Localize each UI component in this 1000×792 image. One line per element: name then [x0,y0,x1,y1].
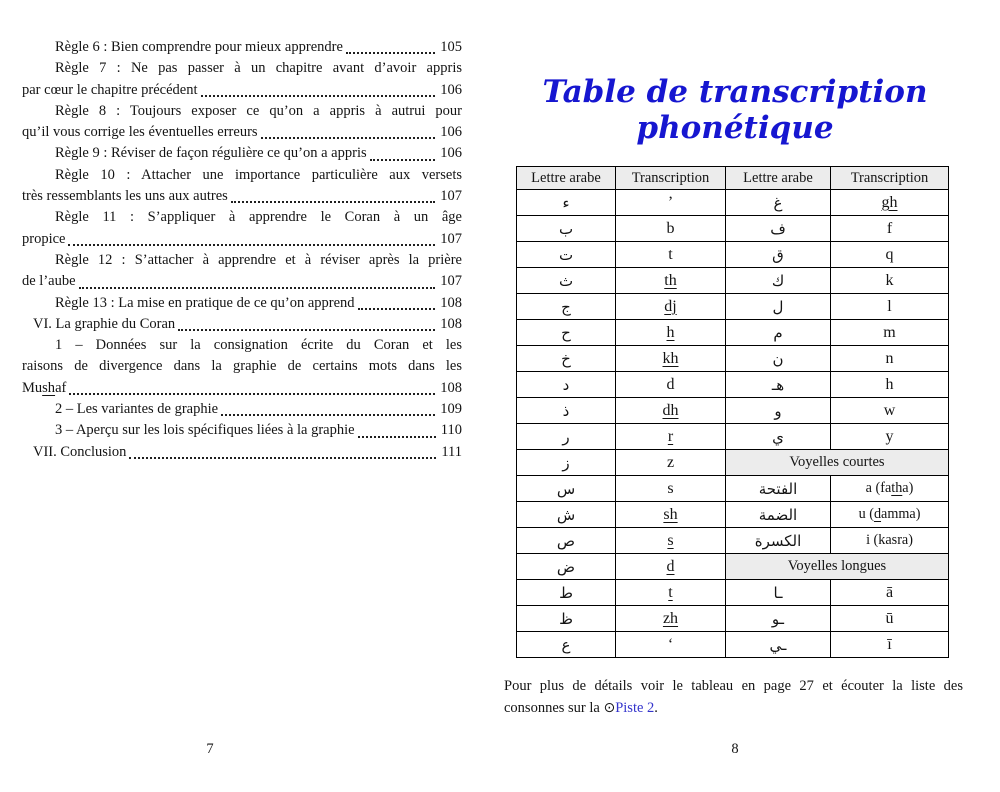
toc-entry-text [55,209,462,225]
toc-line [22,122,462,143]
arabic-letter-cell: و [726,398,831,424]
underlined-text: sh [42,379,56,396]
text-segment: l [887,297,892,315]
table-row [517,554,949,580]
toc-entry-text [22,186,228,207]
text-segment: q [885,245,894,263]
toc-line [22,271,462,292]
transcription-cell [616,320,726,346]
toc-page-ref: 107 [440,273,462,290]
text-segment: très ressemblants les uns aux autres [22,188,228,205]
transcription-cell [616,372,726,398]
transcription-cell [616,580,726,606]
text-segment: f [886,219,893,237]
text-segment: ū [885,609,894,627]
arabic-letter-cell: س [517,476,616,502]
text-segment: ā [885,583,894,601]
toc-line [22,207,462,228]
arabic-letter-cell: ء [517,190,616,216]
arabic-letter-cell: ظ [517,606,616,632]
arabic-letter-cell: ح [517,320,616,346]
arabic-letter-cell: ل [726,294,831,320]
toc-page-ref: 106 [440,124,462,141]
table-row [517,502,949,528]
text-segment: Règle 8 : Toujours exposer ce qu’on a appris à autrui pour [55,102,462,119]
toc-page-ref: 107 [440,230,462,247]
table-row [517,528,949,554]
toc-entry-text [22,358,462,374]
transcription-cell [616,554,726,580]
arabic-letter-cell: هـ [726,372,831,398]
transcription-table [516,166,949,658]
table-row [517,320,949,346]
toc-entry-text [22,271,76,292]
transcription-cell [831,242,949,268]
dot-leader [198,80,441,101]
transcription-cell [831,320,949,346]
piste-2-link[interactable]: Piste 2 [615,699,655,716]
transcription-cell [831,346,949,372]
footer-line-2 [504,698,963,720]
footer-line-2-text: consonnes sur la [504,699,604,716]
column-header: Lettre arabe [517,167,616,190]
toc-page-ref: 106 [440,145,462,162]
transcription-cell [616,476,726,502]
text-segment: Règle 6 : Bien comprendre pour mieux apprendre [55,39,343,55]
table-body [517,190,949,658]
text-segment: VI. La graphie du Coran [33,315,176,332]
text-segment: u ( [858,506,874,522]
table-row [517,424,949,450]
arabic-letter-cell: ق [726,242,831,268]
table-row [517,450,949,476]
toc-entry-text [22,80,198,101]
dot-leader [76,271,441,292]
transcription-cell [616,632,726,658]
arabic-letter-cell: ج [517,294,616,320]
dot-leader [65,229,440,250]
column-header: Lettre arabe [726,167,831,190]
table-row [517,216,949,242]
text-segment: par cœur le chapitre précédent [22,81,198,98]
toc-entry-text [22,122,258,143]
toc [22,37,462,463]
transcription-cell [616,450,726,476]
text-segment: z [666,453,675,471]
text-segment: amma) [881,506,921,522]
transcription-cell [831,268,949,294]
arabic-letter-cell: ب [517,216,616,242]
arabic-letter-cell: ع [517,632,616,658]
column-header: Transcription [616,167,726,190]
transcription-cell [831,190,949,216]
arabic-letter-cell: الفتحة [726,476,831,502]
text-segment: de l’aube [22,273,76,290]
dot-leader [218,399,440,420]
toc-line [22,356,462,377]
underlined-text: d [873,506,882,522]
toc-line [22,378,462,399]
text-segment: a (fa [865,480,892,496]
text-segment: VII. Conclusion [33,443,127,460]
table-row [517,294,949,320]
audio-track-icon: ⊙ [603,699,616,716]
table-row [517,632,949,658]
toc-page-ref: 108 [440,315,462,332]
arabic-letter-cell: ث [517,268,616,294]
text-segment: b [666,219,675,237]
toc-entry-text [55,167,462,183]
arabic-letter-cell: ـا [726,580,831,606]
text-segment: s [667,479,674,497]
table-row [517,372,949,398]
toc-entry-text [55,60,462,76]
table-row [517,268,949,294]
text-segment: Règle 9 : Réviser de façon régulière ce qu’on a appris [55,145,367,162]
dot-leader [355,293,441,314]
footer-period: . [654,699,658,716]
transcription-cell [616,346,726,372]
text-segment: ’ [667,193,674,211]
arabic-letter-cell: د [517,372,616,398]
text-segment: Règle 11 : S’appliquer à apprendre le Coran à un âge [55,209,462,226]
toc-entry-text [55,399,218,420]
text-segment: Règle 12 : S’attacher à apprendre et à réviser après la prière [55,251,462,268]
transcription-cell [831,398,949,424]
transcription-cell [831,294,949,320]
text-segment: k [885,271,894,289]
toc-line [22,101,462,122]
transcription-cell [831,580,949,606]
toc-entry-text [55,103,462,119]
vowel-section-header: Voyelles courtes [726,450,949,476]
transcription-cell [831,424,949,450]
arabic-letter-cell: ر [517,424,616,450]
text-segment: 3 – Aperçu sur les lois spécifiques liées à la graphie [55,422,355,439]
underlined-text: s [667,531,674,549]
toc-line [22,143,462,164]
dot-leader [228,186,440,207]
arabic-letter-cell: ش [517,502,616,528]
toc-entry-text [55,252,462,268]
table-row [517,346,949,372]
table-row [517,398,949,424]
toc-line [22,293,462,314]
arabic-letter-cell: ص [517,528,616,554]
text-segment: raisons de divergence dans la graphie de certains mots dans les [22,358,462,375]
text-segment: propice [22,230,66,247]
toc-line [22,250,462,271]
text-segment: ‘ [667,635,674,653]
transcription-cell [616,268,726,294]
transcription-cell [831,476,949,502]
transcription-cell [616,294,726,320]
text-segment: a) [902,480,914,496]
toc-line [22,335,462,356]
underlined-text: dh [662,401,679,419]
text-segment: Règle 13 : La mise en pratique de ce qu’on apprend [55,294,355,311]
table-row [517,190,949,216]
text-segment: Règle 7 : Ne pas passer à un chapitre avant d’avoir appris [55,60,462,77]
transcription-cell [831,632,949,658]
table-row [517,606,949,632]
arabic-letter-cell: ف [726,216,831,242]
dot-leader [355,420,441,441]
transcription-cell [616,502,726,528]
arabic-letter-cell: ض [517,554,616,580]
text-segment: 2 – Les variantes de graphie [55,401,219,418]
toc-line [22,399,462,420]
toc-entry-text [55,293,355,314]
text-segment: w [883,401,896,419]
toc-line [22,37,462,58]
toc-line [22,314,462,335]
text-segment: t [668,245,673,263]
toc-line [22,186,462,207]
dot-leader [367,143,441,164]
arabic-letter-cell: ن [726,346,831,372]
toc-page-ref: 108 [440,379,462,396]
toc-entry-text [33,442,126,463]
underlined-text: zh [662,609,679,627]
table-row [517,476,949,502]
arabic-letter-cell: غ [726,190,831,216]
transcription-cell [831,502,949,528]
right-page-number: 8 [731,741,739,757]
column-header: Transcription [831,167,949,190]
toc-entry-text [55,37,343,58]
toc-page-ref: 109 [440,401,462,418]
footer-line-1: Pour plus de détails voir le tableau en page 27 et écouter la liste des [504,678,963,694]
dot-leader [343,37,440,58]
text-segment: m [883,323,896,341]
toc-page-ref: 107 [440,188,462,205]
transcription-cell [616,242,726,268]
toc-entry-text [22,378,66,399]
transcription-cell [616,398,726,424]
arabic-letter-cell: ك [726,268,831,294]
arabic-letter-cell: ـي [726,632,831,658]
underlined-text: th [891,480,903,496]
text-segment: qu’il vous corrige les éventuelles erreurs [22,124,258,141]
transcription-cell [831,606,949,632]
underlined-text: d [666,557,675,575]
toc-page-ref: 105 [440,39,462,55]
dot-leader [258,122,441,143]
toc-line [22,420,462,441]
arabic-letter-cell: ط [517,580,616,606]
table-row [517,580,949,606]
text-segment: h [885,375,894,393]
transcription-cell [831,528,949,554]
underlined-text: t [668,583,673,601]
toc-page-ref: 111 [441,443,462,460]
toc-page-ref: 110 [440,422,462,439]
arabic-letter-cell: الضمة [726,502,831,528]
text-segment: Mu [22,379,43,396]
toc-page-ref: 106 [440,81,462,98]
table-header-row [517,167,949,190]
left-page-number: 7 [206,741,214,757]
toc-entry-text [55,337,462,353]
toc-line [22,165,462,186]
transcription-cell [616,190,726,216]
toc-page-ref: 108 [440,294,462,311]
text-segment: i (kasra) [866,532,913,548]
text-segment: d [666,375,675,393]
dot-leader [175,314,440,335]
dot-leader [66,378,440,399]
arabic-letter-cell: ت [517,242,616,268]
transcription-cell [616,606,726,632]
transcription-cell [616,216,726,242]
text-segment: af [55,379,67,396]
transcription-cell [616,424,726,450]
underlined-text: sh [663,505,678,523]
vowel-section-header: Voyelles longues [726,554,949,580]
arabic-letter-cell: ـو [726,606,831,632]
page-title: Table de transcription phonétique [542,74,928,146]
transcription-cell [616,528,726,554]
toc-line [22,442,462,463]
arabic-letter-cell: الكسرة [726,528,831,554]
transcription-cell [831,216,949,242]
toc-line [22,229,462,250]
toc-entry-text [55,420,355,441]
toc-entry-text [22,229,65,250]
toc-line [22,80,462,101]
text-segment: n [885,349,894,367]
footer-note [504,676,963,719]
toc-line [22,58,462,79]
toc-entry-text [33,314,175,335]
table-row [517,242,949,268]
underlined-text: dj [664,297,677,315]
transcription-cell [831,372,949,398]
arabic-letter-cell: م [726,320,831,346]
underlined-text: r [667,427,674,445]
underlined-text: h [666,323,675,341]
underlined-text: th [664,271,677,289]
underlined-text: kh [662,349,679,367]
arabic-letter-cell: ي [726,424,831,450]
text-segment: y [885,427,894,445]
dot-leader [126,442,441,463]
text-segment: Règle 10 : Attacher une importance particulière aux versets [55,166,462,183]
text-segment: ī [887,635,892,653]
text-segment: 1 – Données sur la consignation écrite du Coran et les [55,337,462,354]
underlined-text: gh [881,193,898,211]
arabic-letter-cell: ز [517,450,616,476]
arabic-letter-cell: خ [517,346,616,372]
toc-entry-text [55,143,367,164]
arabic-letter-cell: ذ [517,398,616,424]
